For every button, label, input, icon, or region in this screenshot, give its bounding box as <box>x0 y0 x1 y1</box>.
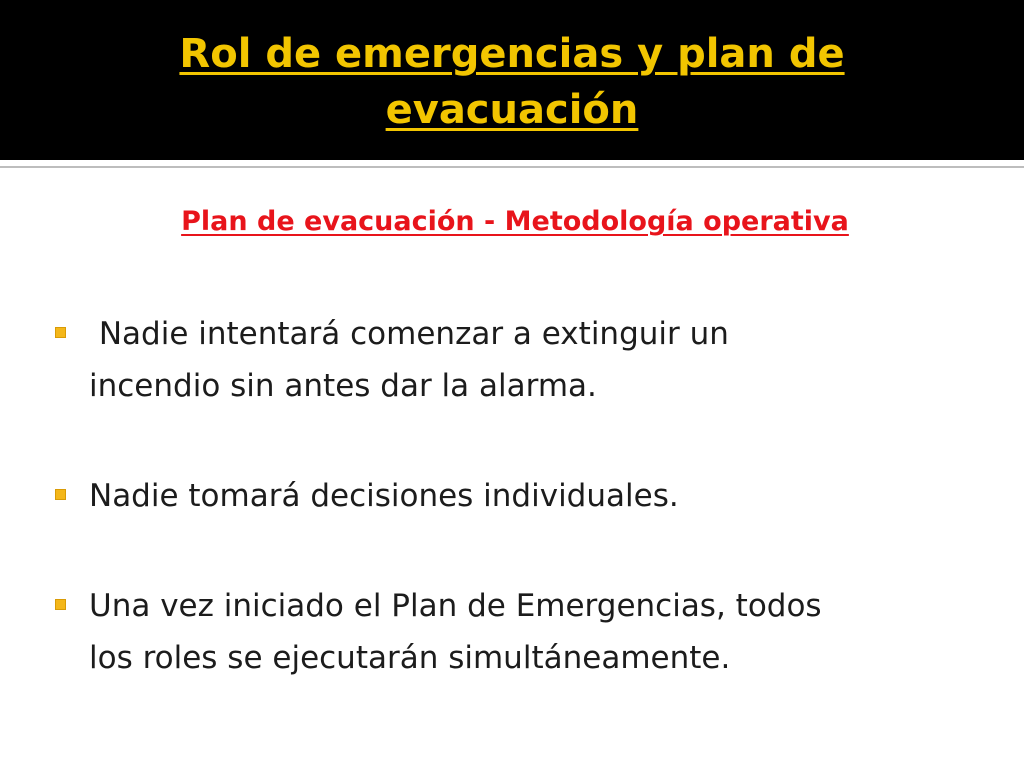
slide-title-line-2: evacuación <box>385 87 639 133</box>
bullet-line: Una vez iniciado el Plan de Emergencias, todos <box>89 588 822 624</box>
bullet-line: los roles se ejecutarán simultáneamente. <box>89 640 731 676</box>
slide-subtitle: Plan de evacuación - Metodología operativa <box>181 206 849 237</box>
bullet-line: Nadie intentará comenzar a extinguir un <box>89 316 729 352</box>
bullet-text <box>89 308 989 412</box>
bullet-line: Nadie tomará decisiones individuales. <box>89 478 679 514</box>
square-bullet-icon <box>55 599 66 610</box>
bullet-text <box>89 580 989 684</box>
bullet-line: incendio sin antes dar la alarma. <box>89 368 597 404</box>
square-bullet-icon <box>55 489 66 500</box>
slide-title-line-1: Rol de emergencias y plan de <box>179 31 845 77</box>
bullet-text <box>89 470 989 522</box>
square-bullet-icon <box>55 327 66 338</box>
